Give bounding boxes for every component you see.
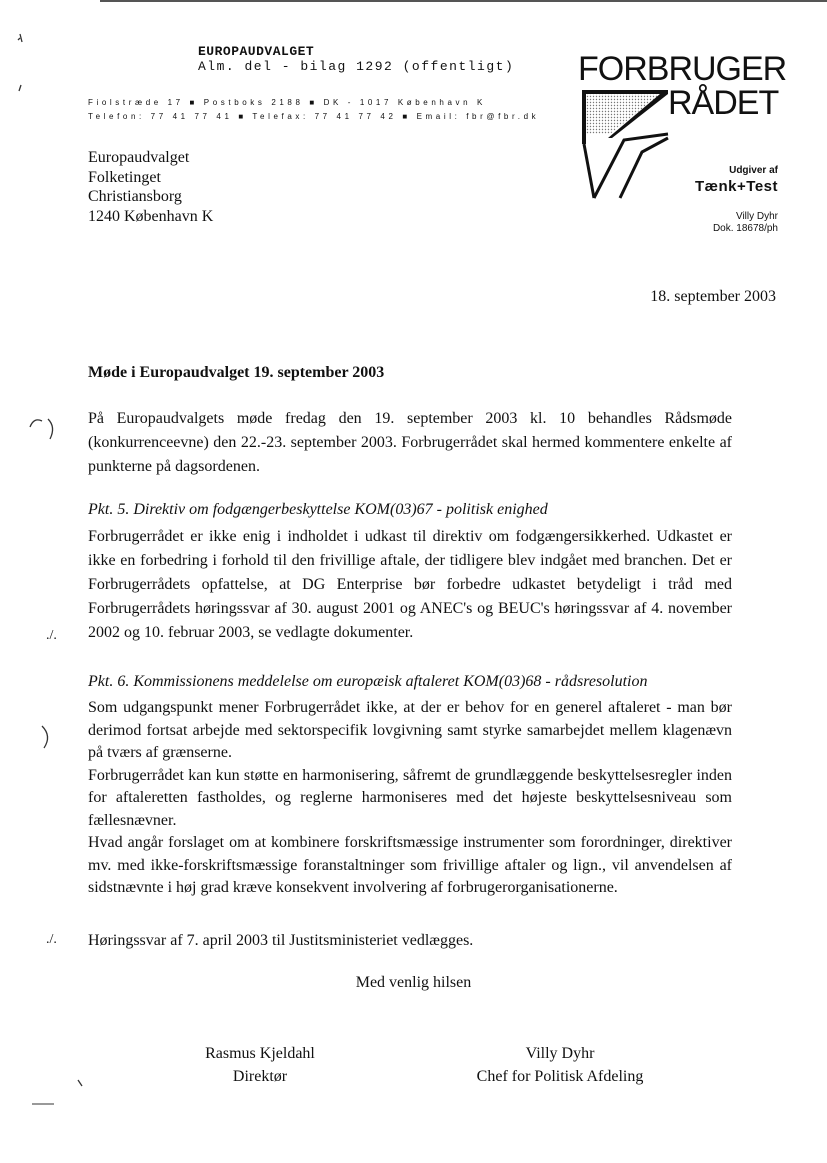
intro-paragraph: På Europaudvalgets møde fredag den 19. september 2003 kl. 10 behandles Rådsmøde (konkurrenceevne) den 22.-23. september 2003. Forbrugerrådet skal hermed kommentere enkelte af punkterne på dagsordenen. xyxy=(88,410,732,475)
attachment-note: Høringssvar af 7. april 2003 til Justitsministeriet vedlægges. xyxy=(88,932,474,949)
closing-greeting: Med venlig hilsen xyxy=(355,974,472,991)
scan-margin-marks xyxy=(14,28,30,98)
section-text-pkt5: Forbrugerrådet er ikke enig i indholdet i udkast til direktiv om fodgængersikkerhed. Udkastet er ikke en forbedring i forhold til den frivillige aftale, der tidligere blev indgået med branchen. Det er Forbrugerrådets opfattelse, at DG Enterprise bør forbedre udkastet betydeligt i tråd med Forbrugerrådets høringssvar af 30. august 2001 og ANEC's og BEUC's høringssvar af 4. november 2002 og 10. februar 2003, se vedlagte dokumenter. xyxy=(88,528,732,641)
enclosure-mark: ./. xyxy=(46,628,57,643)
sender-name: Villy Dyhr xyxy=(735,211,778,222)
scan-margin-mark xyxy=(30,1076,90,1110)
recipient-address xyxy=(88,148,213,226)
pkt6-paragraph: Som udgangspunkt mener Forbrugerrådet ikke, at der er behov for en generel aftaleret - man bør derimod fortsat arbejde med sektorspecifik lovgivning samt styrke samarbejdet mellem klagenævn på tværs af grænserne. xyxy=(88,699,732,761)
signatory-title: Direktør xyxy=(232,1068,288,1085)
pkt6-paragraph: Forbrugerrådet kan kun støtte en harmonisering, såfremt de grundlæggende beskyttelsesregler inden for aftaleretten fastholdes, og reglerne harmoniseres med det højeste beskyttelsesniveau som fællesnævner. xyxy=(88,766,732,829)
recipient-line: 1240 København K xyxy=(88,207,214,225)
letterhead-contact: Telefon: 77 41 77 41 ■ Telefax: 77 41 77 42 ■ Email: fbr@fbr.dk xyxy=(88,112,540,121)
signatory-name: Villy Dyhr xyxy=(525,1045,595,1062)
recipient-line: Folketinget xyxy=(88,168,161,186)
publisher-name: Tænk+Test xyxy=(695,178,778,195)
forbrugerraadet-logo xyxy=(580,86,670,201)
signatory-title: Chef for Politisk Afdeling xyxy=(476,1068,644,1085)
signature-left xyxy=(160,1042,360,1088)
scan-margin-mark xyxy=(26,415,60,443)
document-reference: Dok. 18678/ph xyxy=(712,223,778,234)
scan-margin-mark xyxy=(36,722,56,750)
recipient-line: Europaudvalget xyxy=(88,149,190,166)
letterhead-address: Fiolstræde 17 ■ Postboks 2188 ■ DK - 1017 København K xyxy=(88,98,486,107)
signatory-name: Rasmus Kjeldahl xyxy=(205,1045,315,1062)
logo-text-bottom: RÅDET xyxy=(668,84,779,122)
letter-subject: Møde i Europaudvalget 19. september 2003 xyxy=(88,364,385,381)
scan-top-border xyxy=(100,0,827,2)
stamp-title: EUROPAUDVALGET xyxy=(198,44,315,59)
pkt6-paragraph: Hvad angår forslaget om at kombinere forskriftsmæssige instrumenter som forordninger, direktiver mv. med ikke-forskriftsmæssige foranstaltninger som frivillige aftaler og lign., vil anvendelsen af sidstnævnte i høj grad kræve konsekvent involvering af forbrugerorganisationerne. xyxy=(88,834,732,896)
enclosure-mark: ./. xyxy=(46,932,57,947)
sender-reference xyxy=(680,211,778,235)
section-heading-pkt5: Pkt. 5. Direktiv om fodgængerbeskyttelse KOM(03)67 - politisk enighed xyxy=(88,501,548,518)
recipient-line: Christiansborg xyxy=(88,188,182,205)
publisher-label: Udgiver af xyxy=(729,165,778,176)
signature-right xyxy=(440,1042,680,1088)
section-heading-pkt6: Pkt. 6. Kommissionens meddelelse om europæisk aftaleret KOM(03)68 - rådsresolution xyxy=(88,673,648,690)
letter-date: 18. september 2003 xyxy=(650,288,776,305)
stamp-reference: Alm. del - bilag 1292 (offentligt) xyxy=(198,59,515,74)
logo-text-top: FORBRUGER xyxy=(578,50,787,88)
section-text-pkt6 xyxy=(88,697,732,900)
